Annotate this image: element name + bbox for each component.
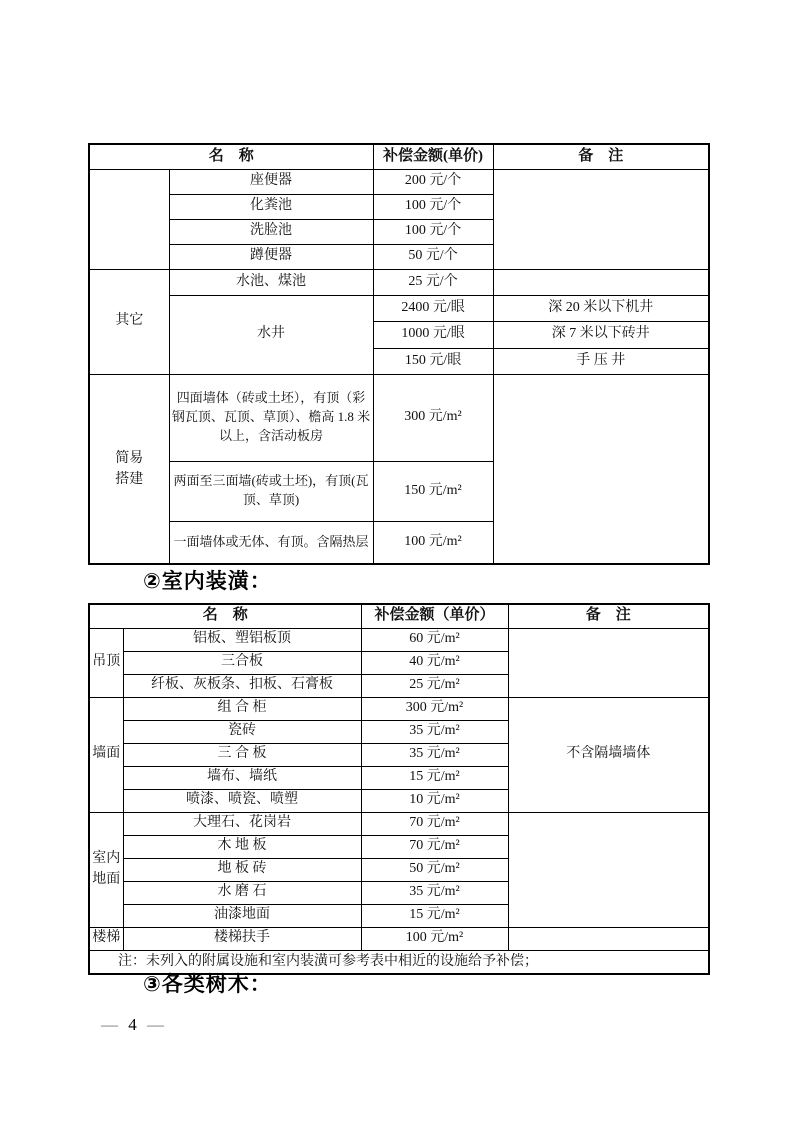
item-name-cell: 水池、煤池 xyxy=(169,269,373,295)
item-name-cell: 水井 xyxy=(169,295,373,374)
price-cell: 300 元/m² xyxy=(361,697,508,720)
category-cell xyxy=(89,374,169,564)
category-cell: 其它 xyxy=(89,269,169,374)
price-cell: 25 元/个 xyxy=(373,269,493,295)
column-header-name: 名 称 xyxy=(89,144,373,169)
column-header-remark: 备 注 xyxy=(493,144,709,169)
category-cell: 墙面 xyxy=(89,697,123,812)
item-name-cell: 化粪池 xyxy=(169,194,373,219)
category-cell: 吊顶 xyxy=(89,628,123,697)
category-label: 室内地面 xyxy=(92,851,121,888)
item-name-cell: 水 磨 石 xyxy=(123,881,361,904)
price-cell: 15 元/m² xyxy=(361,904,508,927)
page-number-value: 4 xyxy=(128,1015,140,1034)
table-note: 注：未列入的附属设施和室内装潢可参考表中相近的设施给予补偿； xyxy=(89,950,709,974)
price-cell: 10 元/m² xyxy=(361,789,508,812)
price-cell: 200 元/个 xyxy=(373,169,493,194)
page-number-dash-right: — xyxy=(147,1015,167,1034)
item-name-cell: 三合板 xyxy=(123,651,361,674)
item-name-cell: 喷漆、喷瓷、喷塑 xyxy=(123,789,361,812)
page-number xyxy=(101,1015,167,1035)
price-cell: 100 元/个 xyxy=(373,194,493,219)
price-cell: 70 元/m² xyxy=(361,835,508,858)
price-cell: 100 元/m² xyxy=(361,927,508,950)
price-cell: 35 元/m² xyxy=(361,743,508,766)
section-heading-interior-decoration: ②室内装潢： xyxy=(143,569,272,593)
price-cell: 35 元/m² xyxy=(361,881,508,904)
category-cell xyxy=(89,812,123,927)
price-cell: 15 元/m² xyxy=(361,766,508,789)
remark-cell xyxy=(508,628,709,697)
column-header-price: 补偿金额(单价) xyxy=(373,144,493,169)
price-cell: 150 元/m² xyxy=(373,461,493,521)
item-name-cell: 三 合 板 xyxy=(123,743,361,766)
price-cell: 2400 元/眼 xyxy=(373,295,493,321)
column-header-remark: 备 注 xyxy=(508,604,709,628)
remark-cell: 深 7 米以下砖井 xyxy=(493,321,709,348)
item-name-cell: 一面墙体或无体、有顶。含隔热层 xyxy=(169,521,373,564)
remark-cell: 深 20 米以下机井 xyxy=(493,295,709,321)
item-name-cell: 两面至三面墙(砖或土坯)，有顶(瓦顶、草顶) xyxy=(169,461,373,521)
remark-cell xyxy=(508,927,709,950)
page-number-dash-left: — xyxy=(101,1015,121,1034)
remark-cell xyxy=(493,169,709,269)
item-name-cell: 蹲便器 xyxy=(169,244,373,269)
price-cell: 35 元/m² xyxy=(361,720,508,743)
item-name-cell: 油漆地面 xyxy=(123,904,361,927)
remark-cell xyxy=(508,812,709,927)
price-cell: 100 元/个 xyxy=(373,219,493,244)
facilities-compensation-table xyxy=(88,143,710,565)
price-cell: 40 元/m² xyxy=(361,651,508,674)
price-cell: 25 元/m² xyxy=(361,674,508,697)
item-name-cell: 墙布、墙纸 xyxy=(123,766,361,789)
item-name-cell: 四面墙体（砖或土坯），有顶（彩钢瓦顶、瓦顶、草顶）、檐高 1.8 米以上，含活动板房 xyxy=(169,374,373,461)
item-name-cell: 洗脸池 xyxy=(169,219,373,244)
remark-cell xyxy=(493,374,709,564)
column-header-price: 补偿金额（单价） xyxy=(361,604,508,628)
item-name-cell: 铝板、塑铝板顶 xyxy=(123,628,361,651)
item-name-cell: 瓷砖 xyxy=(123,720,361,743)
price-cell: 60 元/m² xyxy=(361,628,508,651)
section-heading-trees: ③各类树木： xyxy=(143,972,272,996)
item-name-cell: 纤板、灰板条、扣板、石膏板 xyxy=(123,674,361,697)
remark-cell: 不含隔墙墙体 xyxy=(508,697,709,812)
interior-decoration-table xyxy=(88,603,710,975)
item-name-cell: 木 地 板 xyxy=(123,835,361,858)
item-name-cell: 座便器 xyxy=(169,169,373,194)
remark-cell xyxy=(493,269,709,295)
remark-cell: 手 压 井 xyxy=(493,348,709,374)
category-cell xyxy=(89,169,169,269)
item-name-cell: 地 板 砖 xyxy=(123,858,361,881)
category-cell: 楼梯 xyxy=(89,927,123,950)
price-cell: 100 元/m² xyxy=(373,521,493,564)
price-cell: 70 元/m² xyxy=(361,812,508,835)
item-name-cell: 大理石、花岗岩 xyxy=(123,812,361,835)
price-cell: 50 元/m² xyxy=(361,858,508,881)
item-name-cell: 组 合 柜 xyxy=(123,697,361,720)
price-cell: 150 元/眼 xyxy=(373,348,493,374)
price-cell: 50 元/个 xyxy=(373,244,493,269)
price-cell: 300 元/m² xyxy=(373,374,493,461)
category-label: 简易搭建 xyxy=(115,450,144,487)
item-name-cell: 楼梯扶手 xyxy=(123,927,361,950)
column-header-name: 名 称 xyxy=(89,604,361,628)
price-cell: 1000 元/眼 xyxy=(373,321,493,348)
